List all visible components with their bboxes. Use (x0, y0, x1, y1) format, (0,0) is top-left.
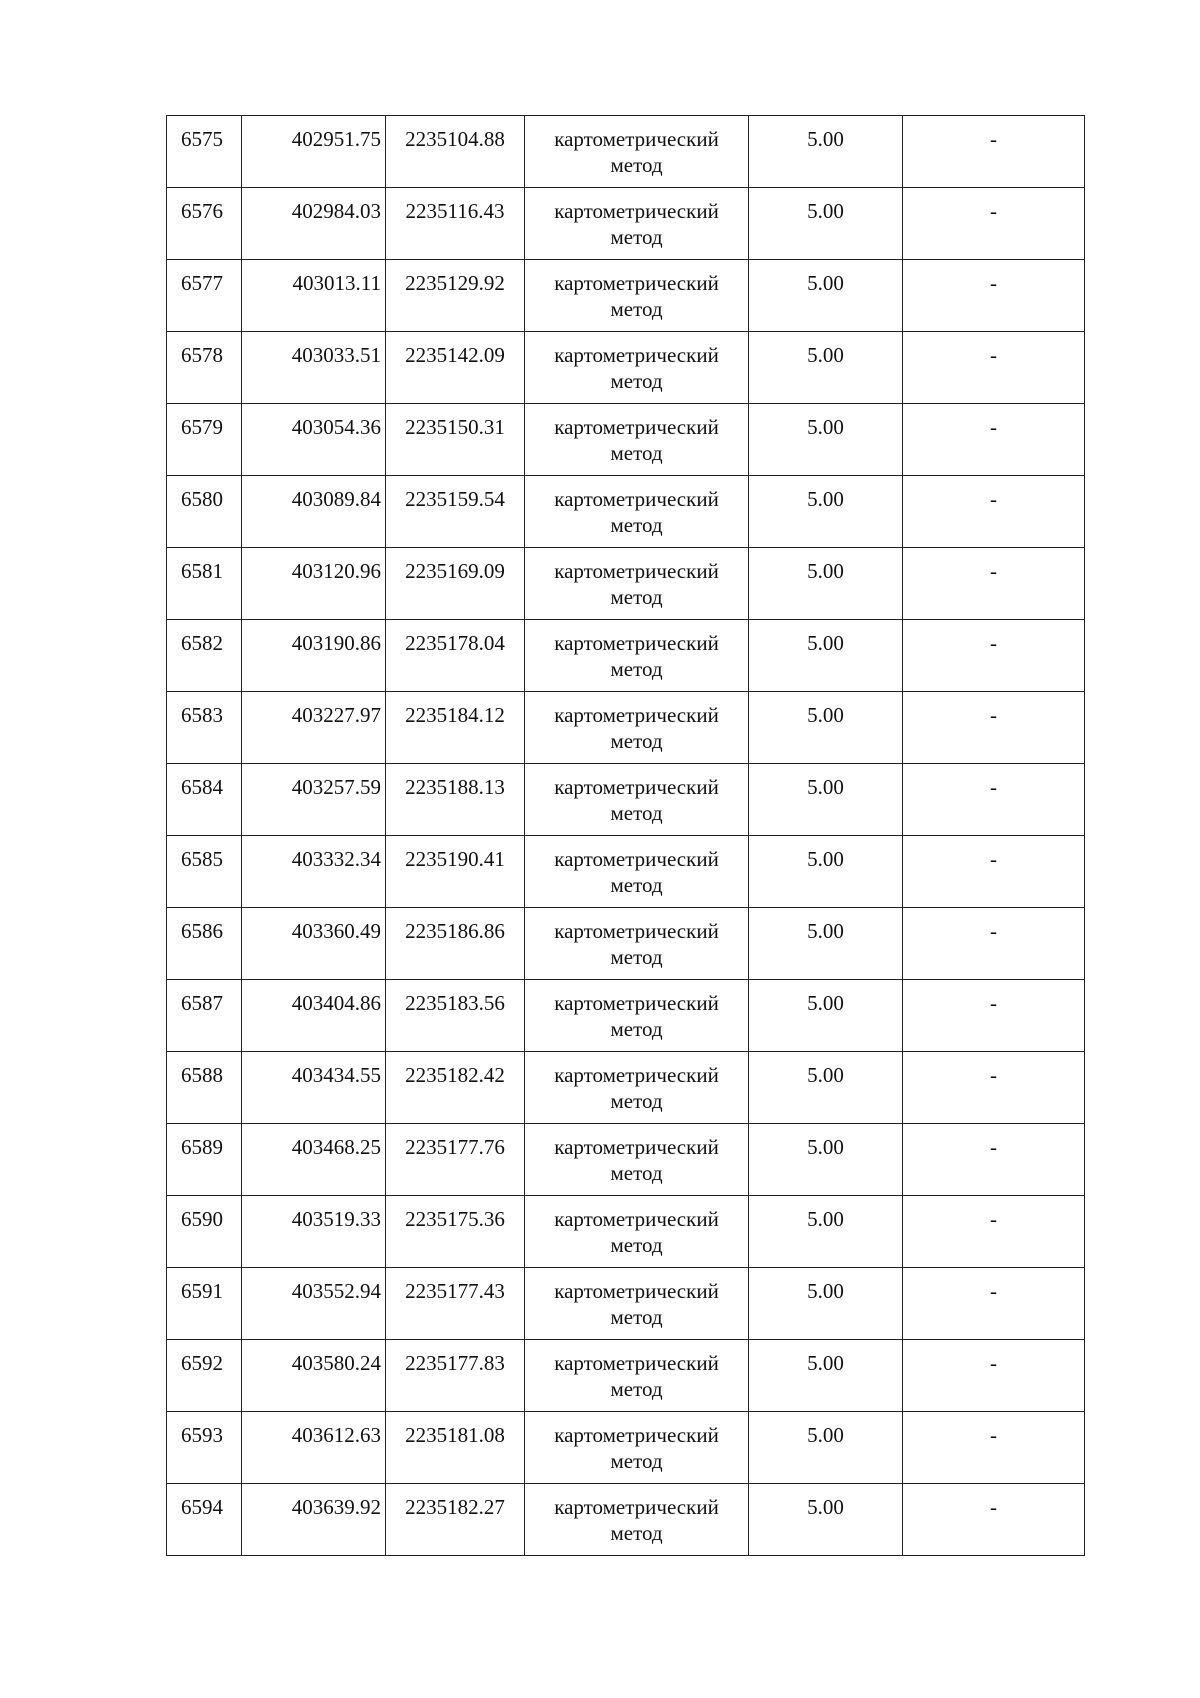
x-coordinate-cell: 403519.33 (242, 1196, 386, 1268)
table-row (167, 548, 1085, 620)
note-cell: - (903, 764, 1085, 836)
method-cell: картометрический метод (525, 548, 749, 620)
coordinates-table (166, 115, 1085, 1556)
x-coordinate-cell: 403033.51 (242, 332, 386, 404)
note-cell: - (903, 260, 1085, 332)
point-number-cell: 6590 (167, 1196, 242, 1268)
method-cell: картометрический метод (525, 980, 749, 1052)
x-coordinate-cell: 402951.75 (242, 116, 386, 188)
point-number-cell: 6584 (167, 764, 242, 836)
y-coordinate-cell: 2235175.36 (386, 1196, 525, 1268)
error-cell: 5.00 (749, 548, 903, 620)
error-cell: 5.00 (749, 836, 903, 908)
method-cell: картометрический метод (525, 1412, 749, 1484)
table-row (167, 1340, 1085, 1412)
error-cell: 5.00 (749, 332, 903, 404)
method-cell: картометрический метод (525, 1484, 749, 1556)
y-coordinate-cell: 2235159.54 (386, 476, 525, 548)
y-coordinate-cell: 2235184.12 (386, 692, 525, 764)
method-cell: картометрический метод (525, 260, 749, 332)
point-number-cell: 6583 (167, 692, 242, 764)
error-cell: 5.00 (749, 1412, 903, 1484)
error-cell: 5.00 (749, 764, 903, 836)
table-row (167, 620, 1085, 692)
point-number-cell: 6588 (167, 1052, 242, 1124)
y-coordinate-cell: 2235188.13 (386, 764, 525, 836)
table-row (167, 764, 1085, 836)
table-row (167, 332, 1085, 404)
note-cell: - (903, 1196, 1085, 1268)
x-coordinate-cell: 403190.86 (242, 620, 386, 692)
error-cell: 5.00 (749, 404, 903, 476)
table-row (167, 980, 1085, 1052)
error-cell: 5.00 (749, 188, 903, 260)
table-row (167, 476, 1085, 548)
error-cell: 5.00 (749, 1340, 903, 1412)
table-row (167, 116, 1085, 188)
note-cell: - (903, 1412, 1085, 1484)
x-coordinate-cell: 403468.25 (242, 1124, 386, 1196)
point-number-cell: 6582 (167, 620, 242, 692)
method-cell: картометрический метод (525, 1124, 749, 1196)
y-coordinate-cell: 2235129.92 (386, 260, 525, 332)
note-cell: - (903, 1268, 1085, 1340)
method-cell: картометрический метод (525, 620, 749, 692)
note-cell: - (903, 1340, 1085, 1412)
table-row (167, 1484, 1085, 1556)
y-coordinate-cell: 2235182.42 (386, 1052, 525, 1124)
y-coordinate-cell: 2235190.41 (386, 836, 525, 908)
note-cell: - (903, 1052, 1085, 1124)
method-cell: картометрический метод (525, 404, 749, 476)
note-cell: - (903, 692, 1085, 764)
method-cell: картометрический метод (525, 692, 749, 764)
note-cell: - (903, 476, 1085, 548)
method-cell: картометрический метод (525, 188, 749, 260)
error-cell: 5.00 (749, 1484, 903, 1556)
table-row (167, 1196, 1085, 1268)
note-cell: - (903, 332, 1085, 404)
table-row (167, 188, 1085, 260)
note-cell: - (903, 836, 1085, 908)
note-cell: - (903, 980, 1085, 1052)
x-coordinate-cell: 403089.84 (242, 476, 386, 548)
error-cell: 5.00 (749, 1196, 903, 1268)
method-cell: картометрический метод (525, 908, 749, 980)
method-cell: картометрический метод (525, 332, 749, 404)
y-coordinate-cell: 2235104.88 (386, 116, 525, 188)
point-number-cell: 6581 (167, 548, 242, 620)
table-row (167, 1268, 1085, 1340)
x-coordinate-cell: 403612.63 (242, 1412, 386, 1484)
note-cell: - (903, 1484, 1085, 1556)
point-number-cell: 6575 (167, 116, 242, 188)
y-coordinate-cell: 2235177.43 (386, 1268, 525, 1340)
y-coordinate-cell: 2235183.56 (386, 980, 525, 1052)
note-cell: - (903, 1124, 1085, 1196)
y-coordinate-cell: 2235181.08 (386, 1412, 525, 1484)
point-number-cell: 6594 (167, 1484, 242, 1556)
note-cell: - (903, 548, 1085, 620)
y-coordinate-cell: 2235142.09 (386, 332, 525, 404)
method-cell: картометрический метод (525, 476, 749, 548)
error-cell: 5.00 (749, 116, 903, 188)
point-number-cell: 6577 (167, 260, 242, 332)
x-coordinate-cell: 403227.97 (242, 692, 386, 764)
y-coordinate-cell: 2235177.83 (386, 1340, 525, 1412)
y-coordinate-cell: 2235177.76 (386, 1124, 525, 1196)
error-cell: 5.00 (749, 620, 903, 692)
y-coordinate-cell: 2235178.04 (386, 620, 525, 692)
y-coordinate-cell: 2235186.86 (386, 908, 525, 980)
point-number-cell: 6580 (167, 476, 242, 548)
point-number-cell: 6578 (167, 332, 242, 404)
x-coordinate-cell: 402984.03 (242, 188, 386, 260)
x-coordinate-cell: 403332.34 (242, 836, 386, 908)
table-row (167, 908, 1085, 980)
table-row (167, 260, 1085, 332)
error-cell: 5.00 (749, 980, 903, 1052)
note-cell: - (903, 620, 1085, 692)
x-coordinate-cell: 403257.59 (242, 764, 386, 836)
point-number-cell: 6589 (167, 1124, 242, 1196)
note-cell: - (903, 188, 1085, 260)
error-cell: 5.00 (749, 1052, 903, 1124)
table-row (167, 1052, 1085, 1124)
x-coordinate-cell: 403054.36 (242, 404, 386, 476)
error-cell: 5.00 (749, 1124, 903, 1196)
note-cell: - (903, 908, 1085, 980)
y-coordinate-cell: 2235116.43 (386, 188, 525, 260)
point-number-cell: 6585 (167, 836, 242, 908)
point-number-cell: 6586 (167, 908, 242, 980)
x-coordinate-cell: 403552.94 (242, 1268, 386, 1340)
method-cell: картометрический метод (525, 1340, 749, 1412)
method-cell: картометрический метод (525, 1268, 749, 1340)
table-row (167, 1124, 1085, 1196)
point-number-cell: 6576 (167, 188, 242, 260)
point-number-cell: 6592 (167, 1340, 242, 1412)
table-row (167, 692, 1085, 764)
x-coordinate-cell: 403434.55 (242, 1052, 386, 1124)
table-row (167, 1412, 1085, 1484)
x-coordinate-cell: 403013.11 (242, 260, 386, 332)
error-cell: 5.00 (749, 908, 903, 980)
error-cell: 5.00 (749, 692, 903, 764)
y-coordinate-cell: 2235182.27 (386, 1484, 525, 1556)
error-cell: 5.00 (749, 260, 903, 332)
error-cell: 5.00 (749, 476, 903, 548)
table-row (167, 836, 1085, 908)
point-number-cell: 6579 (167, 404, 242, 476)
x-coordinate-cell: 403120.96 (242, 548, 386, 620)
x-coordinate-cell: 403639.92 (242, 1484, 386, 1556)
y-coordinate-cell: 2235150.31 (386, 404, 525, 476)
coordinates-table-body (167, 116, 1085, 1556)
method-cell: картометрический метод (525, 1196, 749, 1268)
point-number-cell: 6591 (167, 1268, 242, 1340)
x-coordinate-cell: 403360.49 (242, 908, 386, 980)
note-cell: - (903, 116, 1085, 188)
note-cell: - (903, 404, 1085, 476)
table-row (167, 404, 1085, 476)
method-cell: картометрический метод (525, 764, 749, 836)
x-coordinate-cell: 403580.24 (242, 1340, 386, 1412)
error-cell: 5.00 (749, 1268, 903, 1340)
x-coordinate-cell: 403404.86 (242, 980, 386, 1052)
method-cell: картометрический метод (525, 1052, 749, 1124)
y-coordinate-cell: 2235169.09 (386, 548, 525, 620)
point-number-cell: 6587 (167, 980, 242, 1052)
point-number-cell: 6593 (167, 1412, 242, 1484)
method-cell: картометрический метод (525, 836, 749, 908)
method-cell: картометрический метод (525, 116, 749, 188)
